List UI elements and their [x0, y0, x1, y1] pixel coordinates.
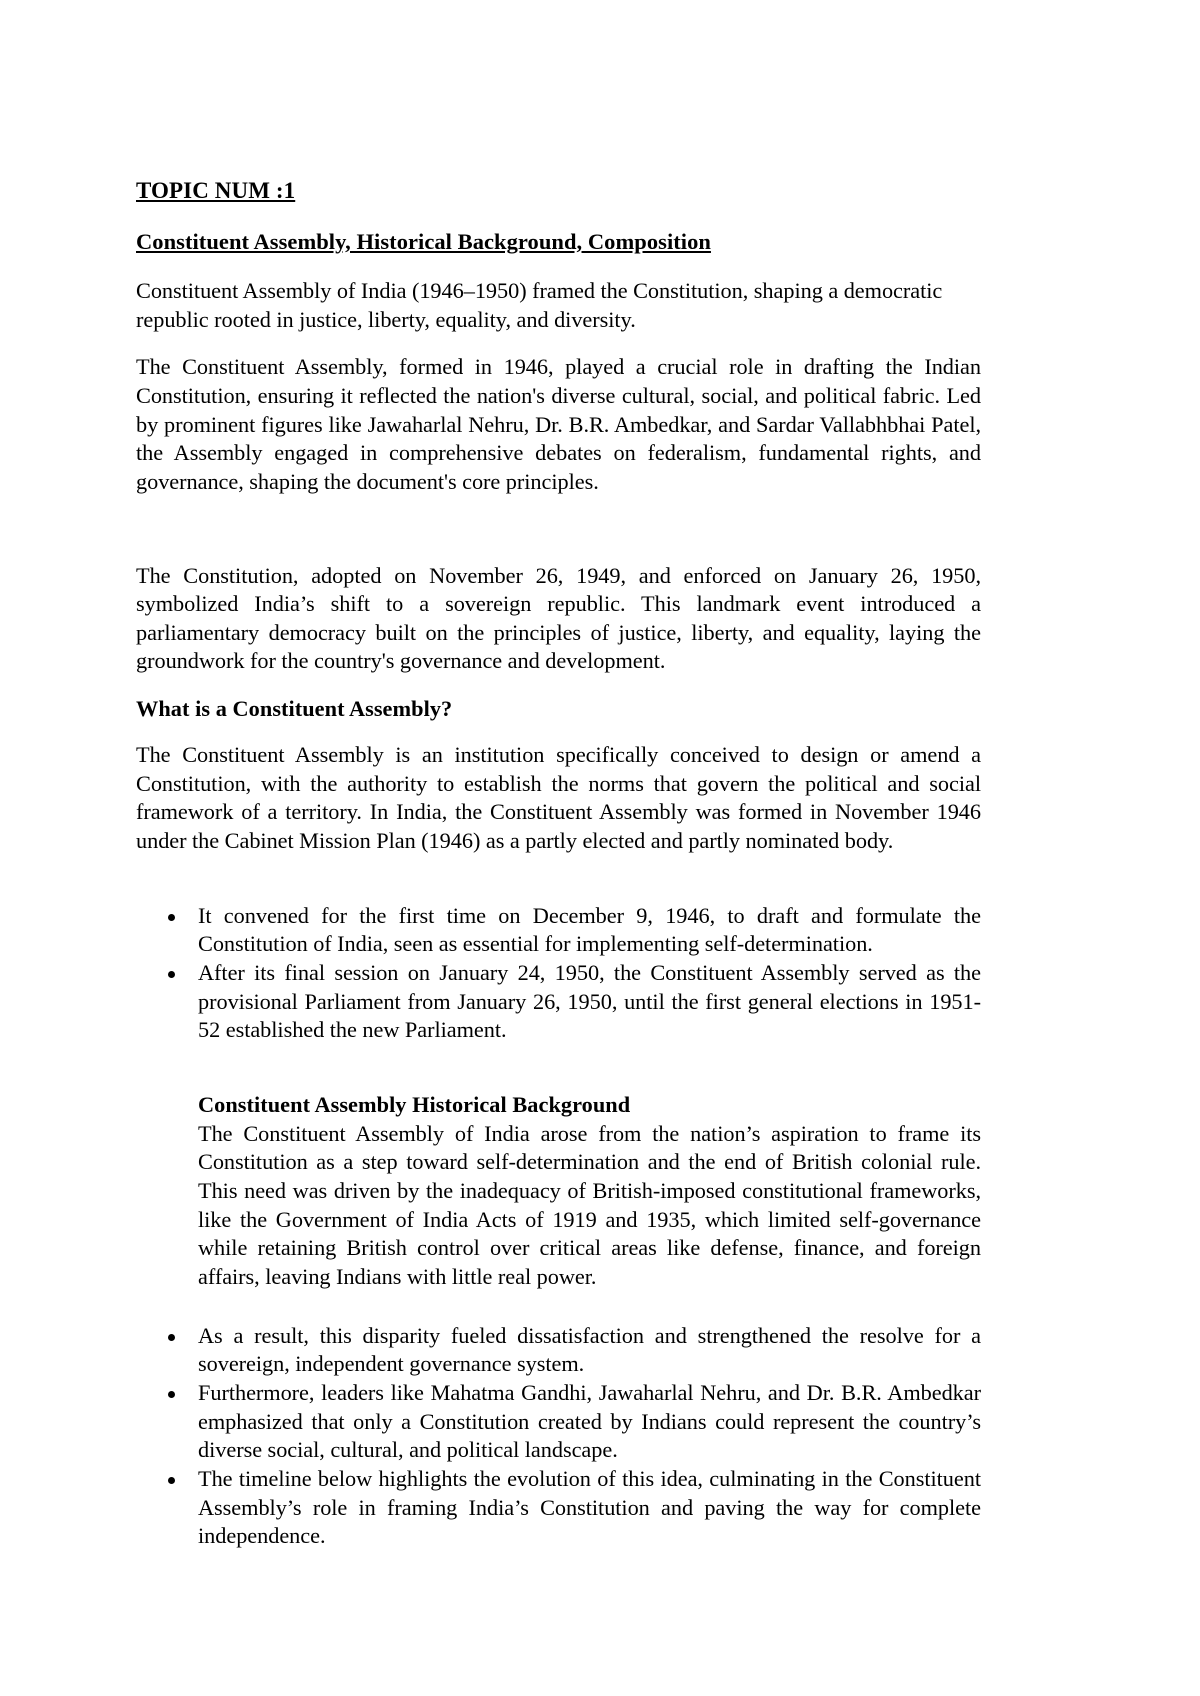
section-heading: Constituent Assembly, Historical Background, Composition [136, 229, 711, 255]
page-title-text: TOPIC NUM :1 [136, 178, 296, 203]
page-title [136, 176, 981, 206]
intro-paragraph: Constituent Assembly of India (1946–1950) framed the Constitution, shaping a democratic republic rooted in justice, liberty, equality, and diversity. [136, 278, 943, 332]
paragraph-2: The Constituent Assembly, formed in 1946, played a crucial role in drafting the Indian Constitution, ensuring it reflected the nation's diverse cultural, social, and political fabric. Led by prominent figures like Jawaharlal Nehru, Dr. B.R. Ambedkar, and Sardar Vallabhbhai Patel, the Assembly engaged in comprehensive debates on federalism, fundamental rights, and governance, shaping the document's core principles. [136, 354, 981, 494]
paragraph-3: The Constitution, adopted on November 26, 1949, and enforced on January 26, 1950, symbolized India’s shift to a sovereign republic. This landmark event introduced a parliamentary democracy built on the principles of justice, liberty, and equality, laying the groundwork for the country's governance and development. [136, 562, 981, 674]
list-item: It convened for the first time on December 9, 1946, to draft and formulate the Constitution of India, seen as essential for implementing self-determination. [136, 902, 981, 959]
bullet-list-first [136, 902, 981, 1045]
document-body [136, 176, 981, 1551]
bullet-list-second [136, 1322, 981, 1551]
historical-background-paragraph: The Constituent Assembly of India arose from the nation’s aspiration to frame its Constitution as a step toward self-determination and the end of British colonial rule. This need was driven by the inadequacy of British-imposed constitutional frameworks, like the Government of India Acts of 1919 and 1935, which limited self-governance while retaining British control over critical areas like defense, finance, and foreign affairs, leaving Indians with little real power. [198, 1120, 981, 1290]
spacer-1 [136, 516, 981, 562]
historical-background-heading: Constituent Assembly Historical Background [198, 1091, 631, 1117]
spacer-2 [136, 856, 981, 902]
paragraph-4: The Constituent Assembly is an institution specifically conceived to design or amend a Constitution, with the authority to establish the norms that govern the political and social framework of a territory. In India, the Constituent Assembly was formed in November 1946 under the Cabinet Mission Plan (1946) as a partly elected and partly nominated body. [136, 742, 981, 853]
list-item: As a result, this disparity fueled dissatisfaction and strengthened the resolve for a sovereign, independent governance system. [136, 1322, 981, 1379]
question-heading: What is a Constituent Assembly? [136, 696, 453, 722]
spacer-4 [136, 1292, 981, 1322]
historical-background-block [198, 1091, 981, 1292]
list-item: Furthermore, leaders like Mahatma Gandhi, Jawaharlal Nehru, and Dr. B.R. Ambedkar emphasized that only a Constitution created by Indians could represent the country’s diverse social, cultural, and political landscape. [136, 1379, 981, 1465]
list-item: After its final session on January 24, 1950, the Constituent Assembly served as the provisional Parliament from January 26, 1950, until the first general elections in 1951-52 established the new Parliament. [136, 959, 981, 1045]
spacer-3 [136, 1045, 981, 1091]
list-item: The timeline below highlights the evolution of this idea, culminating in the Constituent Assembly’s role in framing India’s Constitution and paving the way for complete independence. [136, 1465, 981, 1551]
